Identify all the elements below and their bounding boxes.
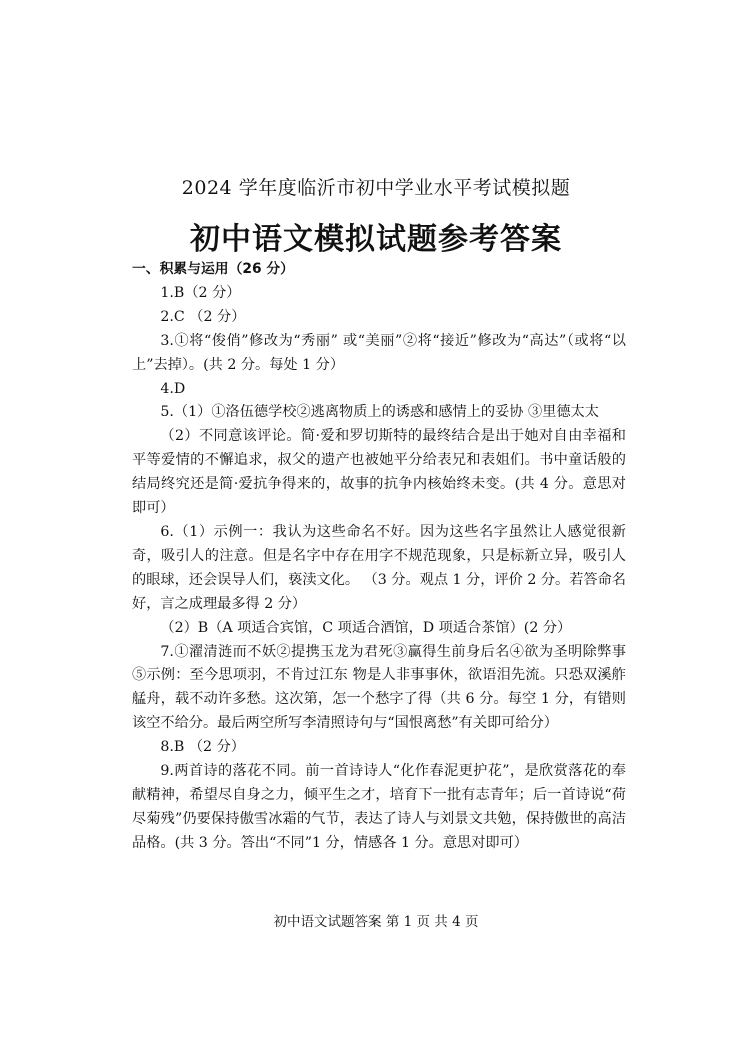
answer-8: 8.B （2 分） <box>160 739 245 756</box>
answer-7: 7.①濯清涟而不妖②提携玉龙为君死③赢得生前身后名④欲为圣明除弊事⑤示例：至今思项羽，不肯过江东 物是人非事事休，欲语泪先流。只恐双溪舴艋舟，载不动许多愁。这次第，怎一个愁字了得（共 6 分。每空 1 分，有错则该空不给分。最后两空所写李清照诗句与“国恨离愁”有关即可给分） <box>132 643 626 732</box>
answer-content <box>132 258 626 856</box>
answer-6-part-2: （2）B（A 项适合宾馆，C 项适合酒馆，D 项适合茶馆）(2 分） <box>160 619 572 636</box>
answer-1: 1.B（2 分） <box>160 284 241 301</box>
answer-2: 2.C （2 分） <box>160 308 246 325</box>
answer-5-part-1: 5.（1）①洛伍德学校②逃离物质上的诱惑和感情上的妥协 ③里德太太 <box>160 404 599 421</box>
page-footer: 初中语文试题答案 第 1 页 共 4 页 <box>273 914 479 930</box>
answer-3: 3.①将“俊俏”修改为“秀丽” 或“美丽”②将“接近”修改为“高达”（或将“以上”去掉）。(共 2 分。每处 1 分） <box>132 332 626 373</box>
section-heading: 一、积累与运用（26 分） <box>132 261 294 277</box>
answer-4: 4.D <box>160 380 186 397</box>
exam-subtitle: 2024 学年度临沂市初中学业水平考试模拟题 <box>181 177 571 199</box>
answer-6-part-1: 6.（1）示例一：我认为这些命名不好。因为这些名字虽然让人感觉很新奇，吸引人的注意。但是名字中存在用字不规范现象，只是标新立异，吸引人的眼球，还会误导人们，亵渎文化。 （3 分。观点 1 分，评价 2 分。若答命名好，言之成理最多得 2 分） <box>132 523 626 612</box>
answer-9: 9.两首诗的落花不同。前一首诗诗人“化作春泥更护花”，是欣赏落花的奉献精神，希望尽自身之力，倾平生之才，培育下一批有志青年；后一首诗说“荷尽菊残”仍要保持傲雪冰霜的气节，表达了诗人与刘景文共勉，保持傲世的高洁品格。(共 3 分。答出“不同”1 分，情感各 1 分。意思对即可） <box>132 763 626 851</box>
page-title: 初中语文模拟试题参考答案 <box>190 222 562 257</box>
answer-5-part-2: （2）不同意该评论。简·爱和罗切斯特的最终结合是出于她对自由幸福和平等爱情的不懈追求，叔父的遗产也被她平分给表兄和表姐们。书中童话般的结局终究还是简·爱抗争得来的，故事的抗争内核始终未变。(共 4 分。意思对即可） <box>132 428 626 517</box>
